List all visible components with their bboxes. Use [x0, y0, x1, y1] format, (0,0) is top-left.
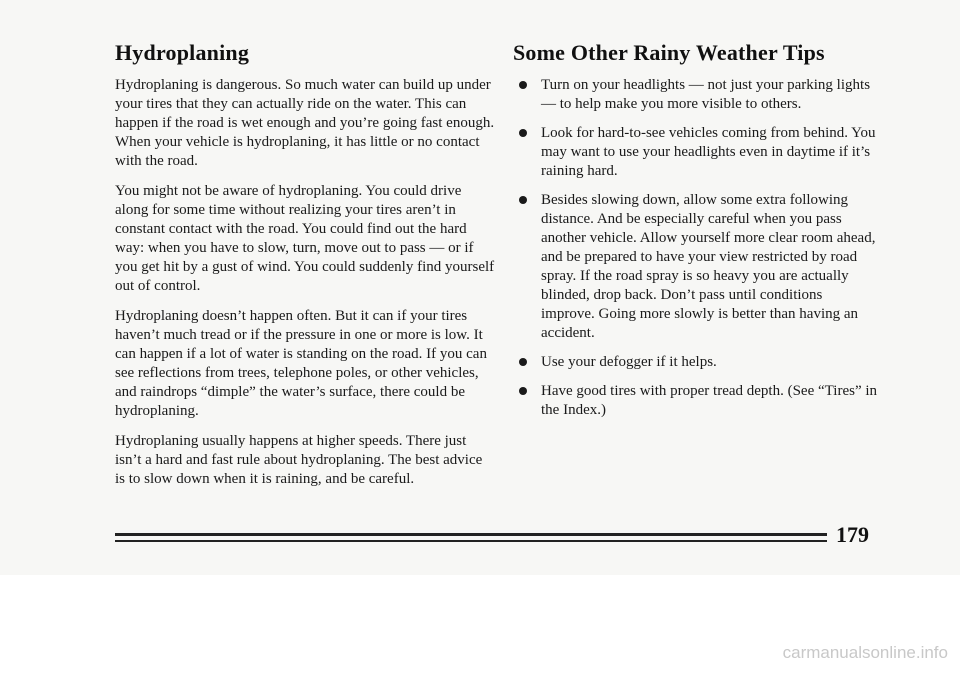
tip-text: Besides slowing down, allow some extra following distance. And be especially careful when you pass another vehicle. Allow yourself more clear room ahead, and be prepared to have your view restricted by road spray. If the road spray is so heavy you are actually blinded, drop back. Don’t pass until conditions improve. Going more slowly is better than having an accident.	[541, 192, 876, 341]
footer-rule-thick	[115, 533, 827, 536]
page-number: 179	[836, 522, 869, 547]
footer-rule	[115, 533, 827, 545]
bullet-icon	[519, 387, 527, 395]
tip-text: Have good tires with proper tread depth. (See “Tires” in the Index.)	[541, 383, 878, 418]
rainy-weather-tips-section	[513, 40, 878, 430]
bullet-icon	[519, 81, 527, 89]
bullet-icon	[519, 196, 527, 204]
list-item	[513, 382, 878, 420]
hydroplaning-paragraph-3: Hydroplaning doesn’t happen often. But it can if your tires haven’t much tread or if the pressure in one or more is low. It can happen if a lot of water is standing on the road. If you can see reflections from trees, telephone poles, or other vehicles, and raindrops “dimple” the water’s surface, there could be hydroplaning.	[115, 308, 487, 419]
footer-rule-thin	[115, 540, 827, 542]
bullet-icon	[519, 358, 527, 366]
hydroplaning-paragraph-1: Hydroplaning is dangerous. So much water can build up under your tires that they can actually ride on the water. This can happen if the road is wet enough and you’re going fast enough. When your vehicle is hydroplaning, it has little or no contact with the road.	[115, 77, 495, 169]
tip-text: Turn on your headlights — not just your parking lights — to help make you more visible to others.	[541, 77, 871, 112]
list-item	[513, 353, 878, 372]
watermark-link[interactable]: carmanualsonline.info	[782, 643, 948, 662]
hydroplaning-section	[115, 40, 495, 500]
rainy-tips-list	[513, 76, 878, 420]
hydroplaning-paragraph-4: Hydroplaning usually happens at higher speeds. There just isn’t a hard and fast rule about hydroplaning. The best advice is to slow down when it is raining, and be careful.	[115, 433, 483, 487]
hydroplaning-paragraph-2: You might not be aware of hydroplaning. You could drive along for some time without realizing your tires aren’t in constant contact with the road. You could find out the hard way: when you have to slow, turn, move out to pass — or if you get hit by a gust of wind. You could suddenly find yourself out of control.	[115, 183, 495, 294]
list-item	[513, 124, 878, 181]
bullet-icon	[519, 129, 527, 137]
rainy-tips-heading: Some Other Rainy Weather Tips	[513, 40, 825, 65]
hydroplaning-heading: Hydroplaning	[115, 40, 250, 65]
list-item	[513, 76, 878, 114]
tip-text: Use your defogger if it helps.	[541, 354, 717, 370]
list-item	[513, 191, 878, 343]
tip-text: Look for hard-to-see vehicles coming from behind. You may want to use your headlights even in daytime if it’s raining hard.	[541, 125, 876, 179]
